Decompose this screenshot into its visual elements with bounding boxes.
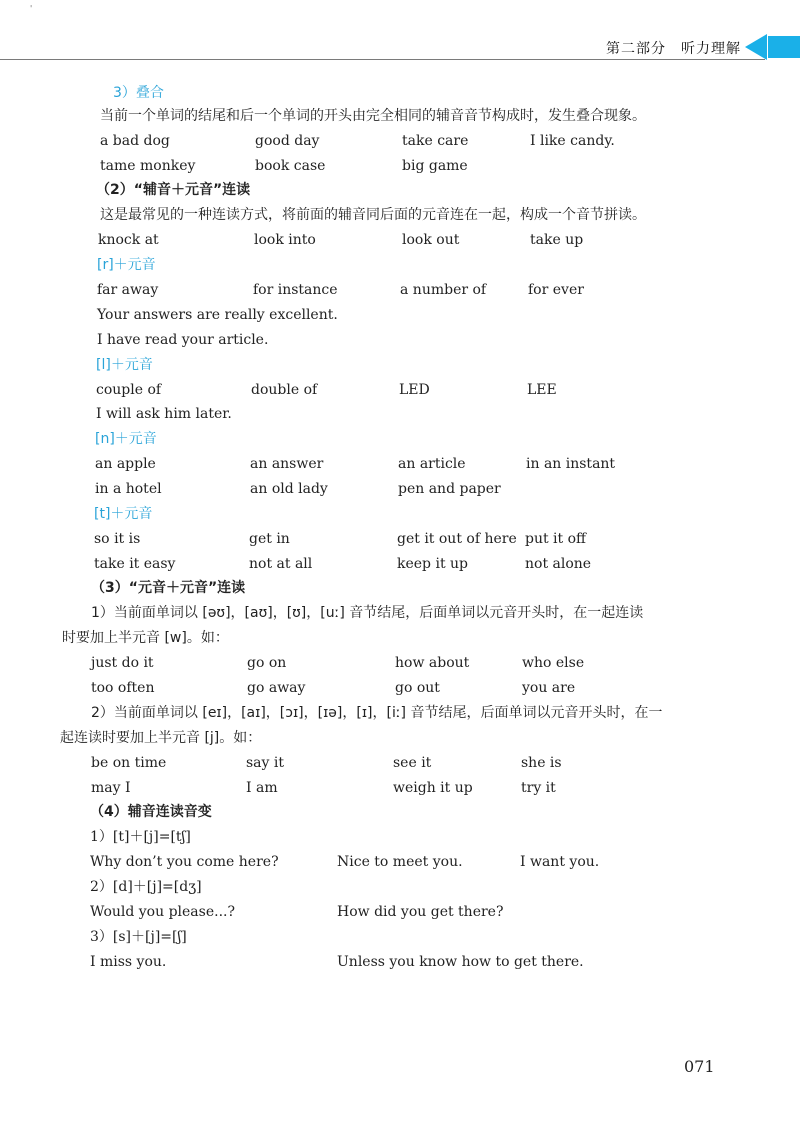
- rule-label: 2）[d]＋[j]=[dʒ]: [90, 879, 202, 895]
- heading-vowel-vowel: （3）“元音＋元音”连读: [91, 580, 246, 596]
- header-arrow-icon: [745, 34, 767, 60]
- example: she is: [521, 755, 562, 771]
- heading-overlap: 3）叠合: [113, 85, 164, 101]
- heading-r: [r]＋元音: [97, 257, 156, 273]
- example: a bad dog: [100, 133, 170, 149]
- header-rule: [0, 59, 765, 60]
- example: say it: [246, 755, 284, 771]
- example: an apple: [95, 456, 156, 472]
- example: get it out of here: [397, 531, 517, 547]
- example: take up: [530, 232, 584, 248]
- example: look out: [402, 232, 460, 248]
- example: you are: [522, 680, 576, 696]
- example: far away: [97, 282, 159, 298]
- rule-text: 时要加上半元音 [w]。如：: [62, 630, 229, 646]
- rule-text: 起连读时要加上半元音 [j]。如：: [60, 730, 262, 746]
- example: double of: [251, 382, 318, 398]
- example: knock at: [98, 232, 159, 248]
- example: get in: [249, 531, 290, 547]
- example: big game: [402, 158, 468, 174]
- example: be on time: [91, 755, 167, 771]
- example: for ever: [528, 282, 584, 298]
- example: take care: [402, 133, 469, 149]
- example: put it off: [525, 531, 586, 547]
- example-sentence: Your answers are really excellent.: [97, 307, 338, 323]
- example: who else: [522, 655, 585, 671]
- example-sentence: How did you get there?: [337, 904, 504, 920]
- example: take it easy: [94, 556, 176, 572]
- example: I like candy.: [530, 133, 615, 149]
- example: an old lady: [250, 481, 328, 497]
- example: for instance: [253, 282, 338, 298]
- example: try it: [521, 780, 556, 796]
- example: so it is: [94, 531, 141, 547]
- example-sentence: Would you please...?: [90, 904, 235, 920]
- example: a number of: [400, 282, 487, 298]
- example: an article: [398, 456, 466, 472]
- example: look into: [254, 232, 316, 248]
- example: not at all: [249, 556, 313, 572]
- example: pen and paper: [398, 481, 501, 497]
- rule-label: 3）[s]＋[j]=[ʃ]: [90, 929, 187, 945]
- example: go out: [395, 680, 440, 696]
- example: weigh it up: [393, 780, 473, 796]
- section-title: 第二部分 听力理解: [606, 41, 741, 57]
- rule-text: 2）当前面单词以 [eɪ]，[aɪ]，[ɔɪ]，[ɪə]，[ɪ]，[iː] 音节结尾，后面单词以元音开头时，在一: [91, 705, 663, 721]
- example: an answer: [250, 456, 324, 472]
- heading-consonant-change: （4）辅音连读音变: [90, 804, 212, 820]
- rule-text: 1）当前面单词以 [əʊ]，[aʊ]，[ʊ]，[uː] 音节结尾，后面单词以元音开头时，在一起连读: [91, 605, 644, 621]
- example: LEE: [527, 382, 557, 398]
- example: in an instant: [526, 456, 616, 472]
- example-sentence: I will ask him later.: [96, 406, 232, 422]
- page-number: 071: [684, 1057, 715, 1076]
- example: go on: [247, 655, 287, 671]
- example: may I: [91, 780, 131, 796]
- example: book case: [255, 158, 326, 174]
- example-sentence: Nice to meet you.: [337, 854, 463, 870]
- example-sentence: I have read your article.: [97, 332, 269, 348]
- example: too often: [91, 680, 155, 696]
- heading-l: [l]＋元音: [96, 357, 153, 373]
- desc-consonant-vowel: 这是最常见的一种连读方式，将前面的辅音同后面的元音连在一起，构成一个音节拼读。: [100, 207, 646, 223]
- desc-overlap: 当前一个单词的结尾和后一个单词的开头由完全相同的辅音音节构成时，发生叠合现象。: [100, 108, 646, 124]
- heading-n: [n]＋元音: [95, 431, 157, 447]
- example: just do it: [91, 655, 154, 671]
- example: I am: [246, 780, 278, 796]
- heading-consonant-vowel: （2）“辅音＋元音”连读: [96, 182, 251, 198]
- example: not alone: [525, 556, 592, 572]
- rule-label: 1）[t]＋[j]=[tʃ]: [90, 829, 191, 845]
- example: good day: [255, 133, 320, 149]
- example: keep it up: [397, 556, 468, 572]
- heading-t: [t]＋元音: [94, 506, 153, 522]
- example: see it: [393, 755, 432, 771]
- example: how about: [395, 655, 470, 671]
- corner-mark: ': [30, 4, 33, 13]
- example-sentence: I want you.: [520, 854, 600, 870]
- example-sentence: Unless you know how to get there.: [337, 954, 584, 970]
- example: LED: [399, 382, 430, 398]
- example: go away: [247, 680, 306, 696]
- example: couple of: [96, 382, 162, 398]
- header-color-bar: [768, 36, 800, 58]
- example-sentence: Why don’t you come here?: [90, 854, 279, 870]
- example: in a hotel: [95, 481, 162, 497]
- example-sentence: I miss you.: [90, 954, 167, 970]
- example: tame monkey: [100, 158, 196, 174]
